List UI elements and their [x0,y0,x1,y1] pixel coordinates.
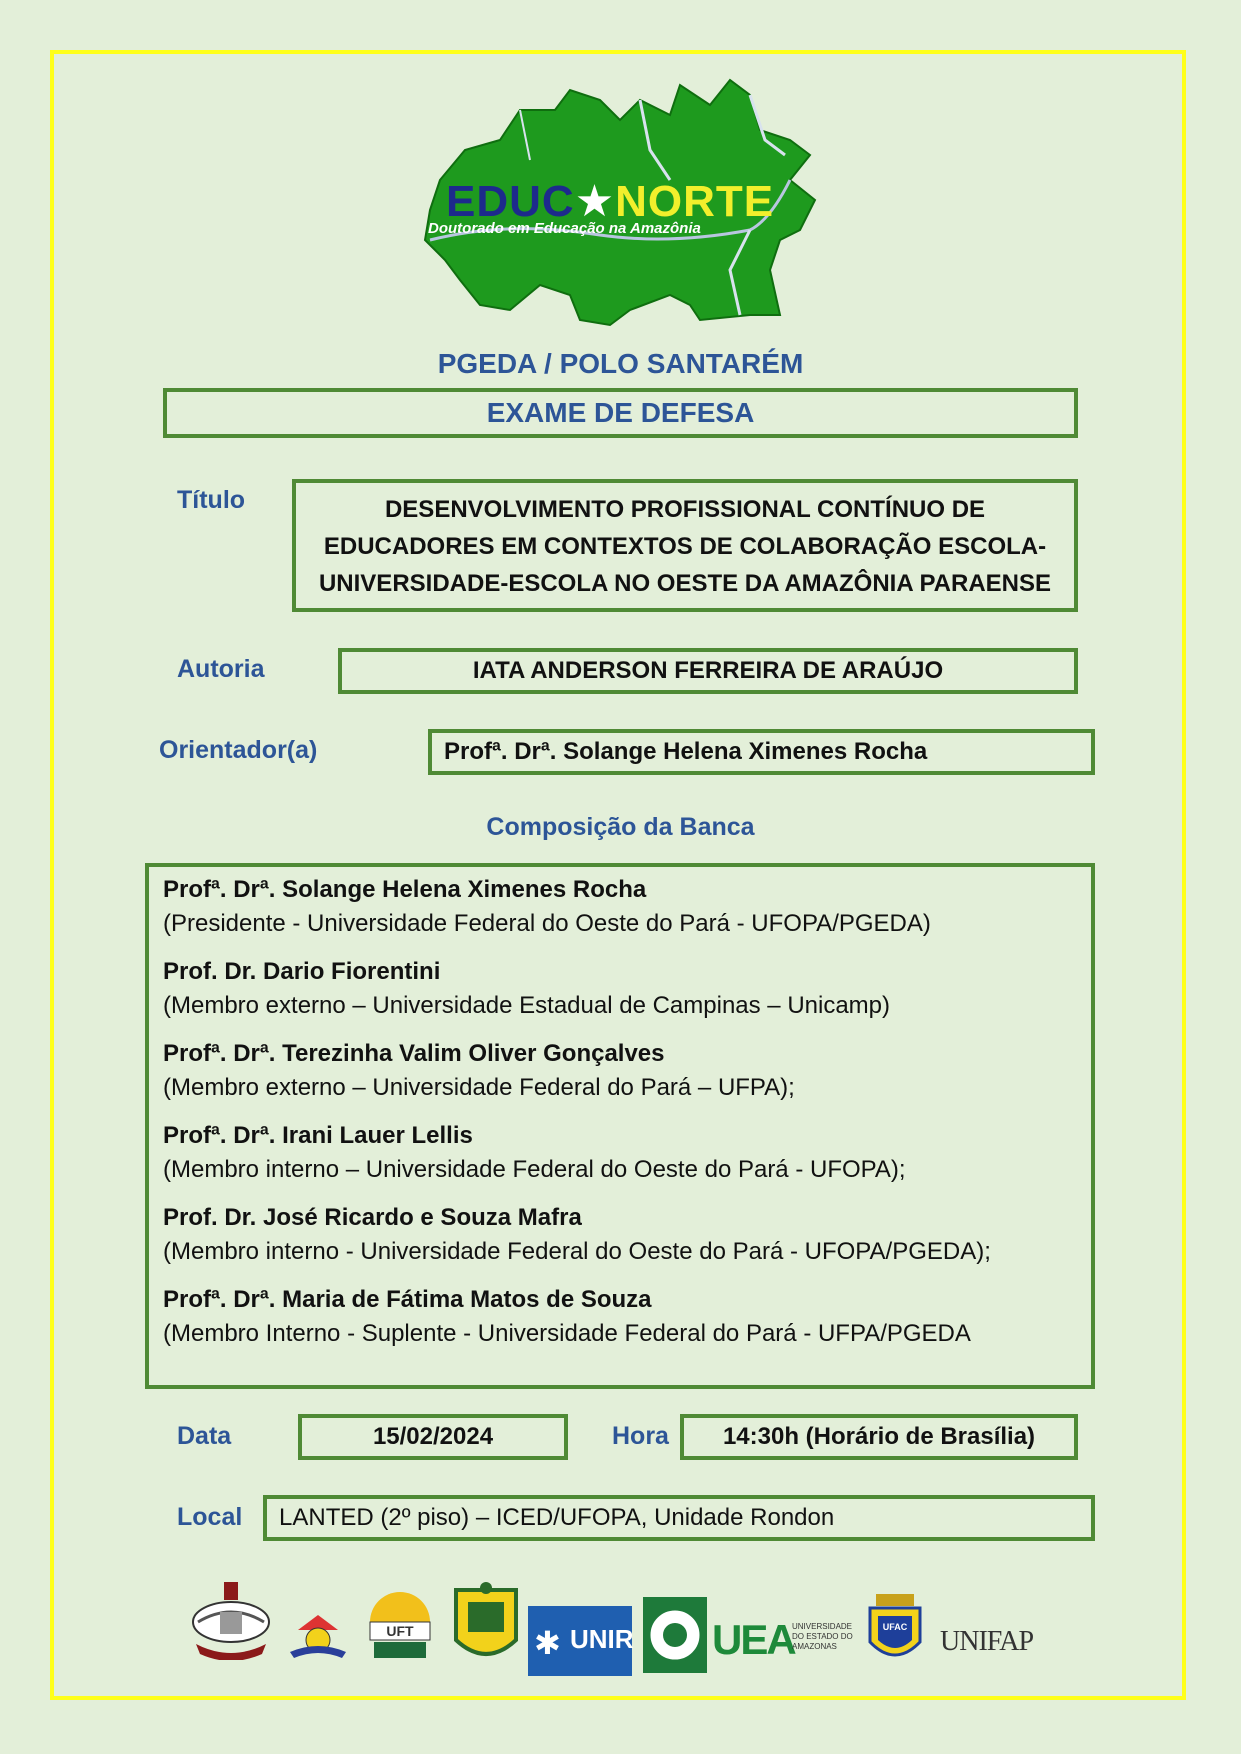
titulo-line-2: EDUCADORES EM CONTEXTOS DE COLABORAÇÃO ESCOLA- [323,533,1047,560]
banca-member-role: (Membro externo – Universidade Federal do Pará – UFPA); [163,1074,795,1101]
uft-text: UFT [386,1623,414,1639]
ufac-text: UFAC [882,1622,908,1632]
seal-icon [642,1596,708,1674]
banca-member [163,955,1091,1023]
banca-member-name: Profª. Drª. Terezinha Valim Oliver Gonçalves [163,1040,665,1067]
local-label: Local [177,1503,243,1531]
uea-logo [712,1616,862,1666]
logo-subtitle: Doutorado em Educação na Amazônia [428,220,701,237]
banca-member [163,1201,1091,1269]
titulo-box [292,479,1078,612]
banca-member-name: Profª. Drª. Irani Lauer Lellis [163,1122,473,1149]
hora-label: Hora [612,1422,669,1450]
orientador-value: Profª. Drª. Solange Helena Ximenes Rocha [428,729,1095,775]
banca-member-role: (Presidente - Universidade Federal do Oeste do Pará - UFOPA/PGEDA) [163,910,931,937]
banca-member-name: Prof. Dr. José Ricardo e Souza Mafra [163,1204,582,1231]
logo-word-educ: EDUC [446,177,575,226]
data-label: Data [177,1422,232,1450]
banca-member-name: Profª. Drª. Solange Helena Ximenes Rocha [163,876,647,903]
banca-member-role: (Membro interno - Universidade Federal do Oeste do Pará - UFOPA/PGEDA); [163,1238,991,1265]
uea-text: UEA [712,1616,795,1663]
titulo-line-3: UNIVERSIDADE-ESCOLA NO OESTE DA AMAZÔNIA PARAENSE [318,570,1052,597]
banca-member [163,1283,1091,1351]
banca-member-role: (Membro externo – Universidade Estadual de Campinas – Unicamp) [163,992,891,1019]
ufpa-crest-icon [190,1582,272,1660]
institution-crest-icon [446,1580,526,1668]
uft-logo [364,1592,436,1664]
orientador-label: Orientador(a) [159,736,318,764]
event-title: EXAME DE DEFESA [163,388,1078,438]
banca-member [163,1037,1091,1105]
banca-member [163,1119,1091,1187]
institution-logos [190,1580,1050,1680]
unir-text: UNIR [570,1624,634,1654]
unir-star-icon: ✱ [534,1625,561,1661]
unifap-text: UNIFAP [940,1626,1034,1657]
logo-word-norte: NORTE [615,177,775,226]
uea-subtext: UNIVERSIDADE DO ESTADO DO AMAZONAS [792,1622,853,1651]
banca-member [163,873,1091,941]
educ-norte-logo [370,70,870,330]
ufac-logo [866,1592,924,1672]
unir-logo [528,1606,632,1676]
star-icon: ★ [574,177,616,226]
autoria-value: IATA ANDERSON FERREIRA DE ARAÚJO [338,648,1078,694]
autoria-label: Autoria [177,655,265,683]
banca-member-role: (Membro Interno - Suplente - Universidade Federal do Pará - UFPA/PGEDA [163,1320,971,1347]
banca-member-name: Profª. Drª. Maria de Fátima Matos de Souza [163,1286,652,1313]
unifap-logo [940,1620,1040,1664]
data-value: 15/02/2024 [298,1414,568,1460]
local-value: LANTED (2º piso) – ICED/UFOPA, Unidade Rondon [263,1495,1095,1541]
banca-heading: Composição da Banca [486,813,755,841]
titulo-line-1: DESENVOLVIMENTO PROFISSIONAL CONTÍNUO DE [384,496,986,523]
banca-member-role: (Membro interno – Universidade Federal do Oeste do Pará - UFOPA); [163,1156,906,1183]
banca-member-name: Prof. Dr. Dario Fiorentini [163,958,441,985]
banca-box [145,863,1095,1389]
program-title: PGEDA / POLO SANTARÉM [437,348,804,379]
hora-value: 14:30h (Horário de Brasília) [680,1414,1078,1460]
emblem-icon [288,1610,348,1660]
titulo-label: Título [177,486,246,514]
